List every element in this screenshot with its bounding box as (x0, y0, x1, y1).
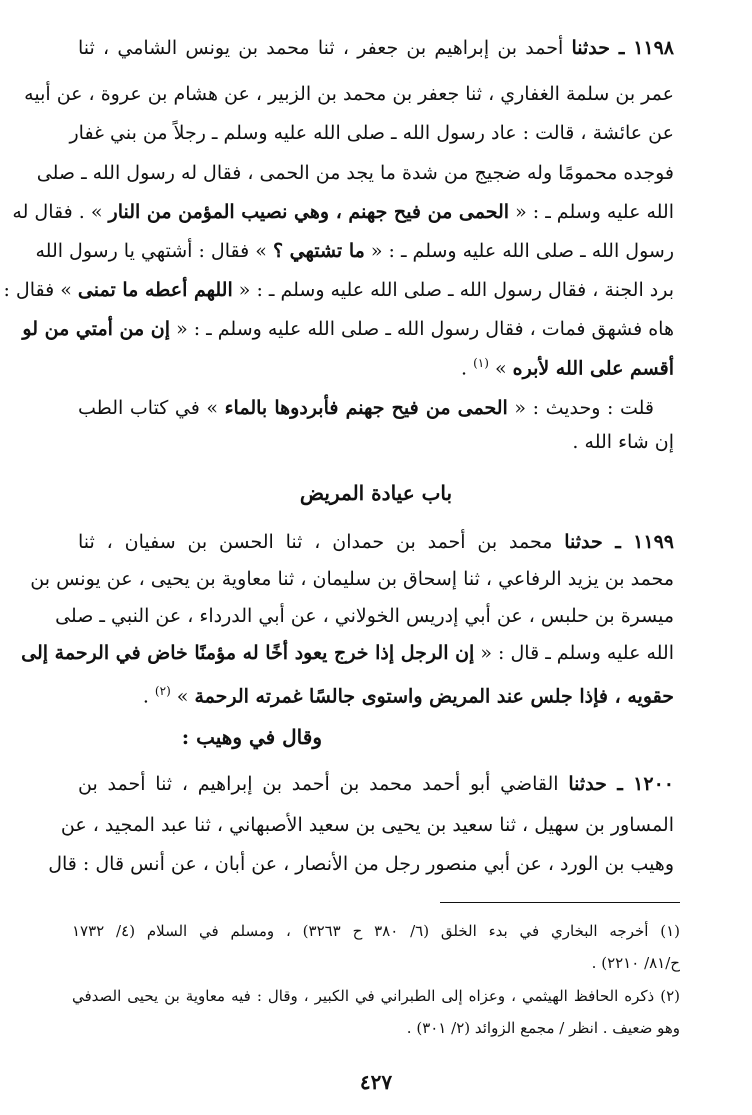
text-segment: برد الجنة ، فقال رسول الله ـ صلى الله عليه وسلم ـ : « (232, 279, 674, 301)
text-segment: القاضي أبو أحمد محمد بن أحمد بن إبراهيم ، ثنا أحمد بن (78, 773, 569, 795)
hadith-1199-line-3: ميسرة بن حلبس ، عن أبي إدريس الخولاني ، عن أبي الدرداء ، عن النبي ـ صلى (55, 605, 674, 627)
text-segment: أحمد بن إبراهيم بن جعفر ، ثنا محمد بن يونس الشامي ، ثنا (78, 37, 572, 59)
hadith-1200-line-3: وهيب بن الورد ، عن أبي منصور رجل من الأنصار ، عن أبان ، عن أنس قال : قال (48, 853, 674, 875)
footnote-ref-2[interactable]: (٢) (154, 684, 171, 698)
comment-line-2: إن شاء الله . (572, 431, 674, 453)
footnote-divider (440, 902, 680, 903)
hadith-1199-line-2: محمد بن يزيد الرفاعي ، ثنا إسحاق بن سليمان ، ثنا معاوية بن يحيى ، عن يونس بن (30, 568, 674, 590)
text-segment: » في كتاب الطب (78, 397, 225, 419)
text-segment: » فقال : أشتهي يا رسول الله (35, 240, 273, 262)
comment-line-1 (78, 393, 654, 423)
text-segment: » (170, 685, 195, 708)
hadith-text-bold: الحمى من فيح جهنم ، وهي نصيب المؤمن من النار (108, 201, 510, 223)
hadith-text-bold: أقسم على الله لأبره (512, 357, 674, 380)
hadith-1199-line-5 (78, 676, 674, 711)
footnote-2-line-1: (٢) ذكره الحافظ الهيثمي ، وعزاه إلى الطبراني في الكبير ، وقال : فيه معاوية بن يحيى الصدفي (72, 987, 680, 1005)
hadith-number-1200: ١٢٠٠ ـ حدثنا (568, 773, 674, 795)
hadith-1198-line-7 (3, 275, 674, 305)
text-segment: » (488, 357, 513, 380)
hadith-1200-line-2: المساور بن سهيل ، ثنا سعيد بن يحيى بن سعيد الأصبهاني ، ثنا عبد المجيد ، عن (60, 814, 674, 836)
hadith-1198-line-4: فوجده محمومًا وله ضجيج من شدة ما يجد من الحمى ، فقال له رسول الله ـ صلى (36, 162, 674, 184)
hadith-1198-line-3: عن عائشة ، قالت : عاد رسول الله ـ صلى الله عليه وسلم ـ رجلاً من بني غفار (69, 122, 674, 144)
text-segment: هاه فشهق فمات ، فقال رسول الله ـ صلى الله عليه وسلم ـ : « (170, 318, 674, 340)
text-segment: » . فقال له (12, 201, 109, 223)
text-segment: . (142, 685, 155, 708)
chapter-title: باب عيادة المريض (299, 481, 453, 505)
hadith-1198-line-9 (78, 348, 674, 383)
hadith-text-bold: إن الرجل إذا خرج يعود أخًا له مؤمنًا خاض في الرحمة إلى (21, 642, 475, 664)
page-number: ٤٢٧ (359, 1070, 393, 1094)
hadith-text-bold: إن من أمتي من لو (22, 318, 171, 340)
text-segment: . (460, 357, 474, 380)
text-segment: الله عليه وسلم ـ : « (509, 201, 674, 223)
hadith-number-1198: ١١٩٨ ـ حدثنا (571, 37, 675, 59)
hadith-text-bold: حقويه ، فإذا جلس عند المريض واستوى جالسًا غمرته الرحمة (194, 685, 674, 708)
hadith-text-bold: ما تشتهي ؟ (272, 240, 365, 262)
hadith-1199-line-1 (78, 527, 674, 557)
text-segment: » فقال : (3, 279, 78, 301)
hadith-1198-line-6 (35, 236, 674, 266)
hadith-text-bold: اللهم أعطه ما تمنى (77, 279, 233, 301)
footnote-ref-1[interactable]: (١) (473, 356, 489, 370)
footnote-2-line-2: وهو ضعيف . انظر / مجمع الزوائد (٢/ ٣٠١) . (406, 1019, 680, 1037)
subheading: وقال في وهيب : (181, 725, 322, 749)
hadith-1198-line-2: عمر بن سلمة الغفاري ، ثنا جعفر بن محمد بن الزبير ، عن هشام بن عروة ، عن أبيه (24, 83, 674, 105)
footnote-1-line-1: (١) أخرجه البخاري في بدء الخلق (٦/ ٣٨٠ ح ٣٢٦٣) ، ومسلم في السلام (٤/ ١٧٣٢ (72, 922, 681, 940)
hadith-number-1199: ١١٩٩ ـ حدثنا (564, 531, 674, 553)
hadith-1198-line-1 (78, 33, 674, 63)
text-segment: محمد بن أحمد بن حمدان ، ثنا الحسن بن سفيان ، ثنا (78, 531, 565, 553)
hadith-1200-line-1 (78, 769, 674, 799)
text-segment: الله عليه وسلم ـ قال : « (474, 642, 674, 664)
text-segment: قلت : وحديث : « (507, 397, 654, 419)
hadith-text-bold: الحمى من فيح جهنم فأبردوها بالماء (224, 397, 508, 419)
hadith-1199-line-4 (21, 638, 674, 668)
footnote-1-line-2: ح/٨١/ ٢٢١٠) . (591, 954, 680, 972)
text-segment: رسول الله ـ صلى الله عليه وسلم ـ : « (364, 240, 674, 262)
hadith-1198-line-8 (22, 314, 674, 344)
hadith-1198-line-5 (12, 197, 674, 227)
